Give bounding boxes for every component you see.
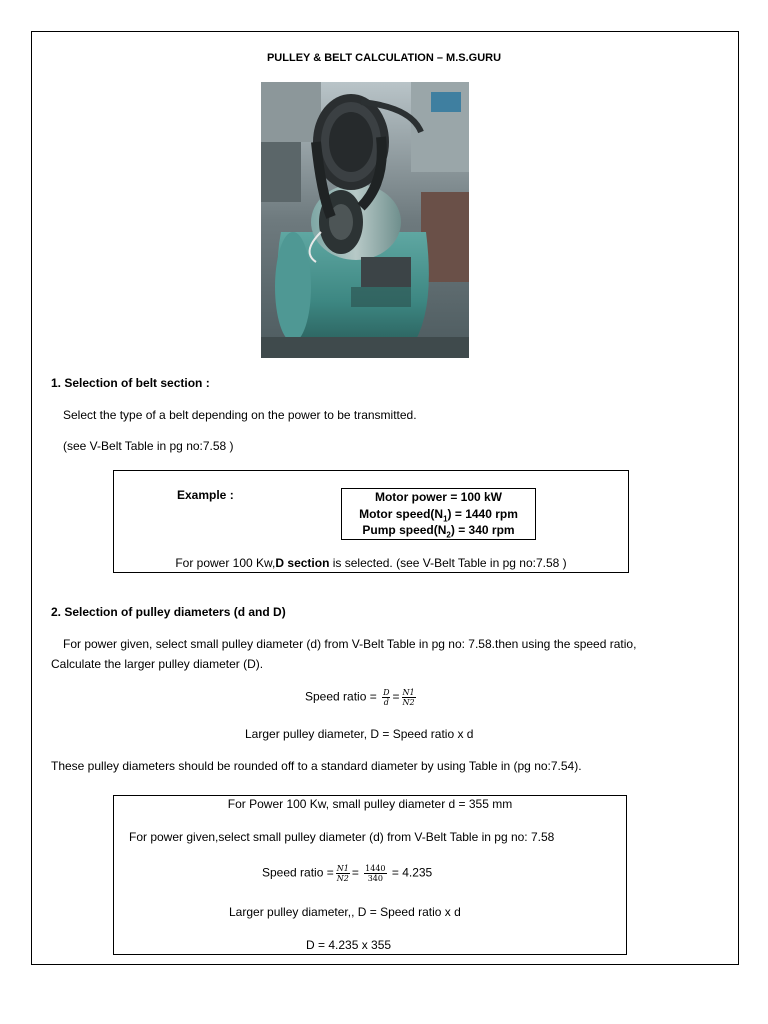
pump-speed-suffix: ) = 340 rpm xyxy=(450,523,515,537)
section2-line1: For power given, select small pulley diameter (d) from V-Belt Table in pg no: 7.58.then using the speed ratio, xyxy=(63,637,637,651)
pump-speed-sub: 2 xyxy=(446,530,451,540)
motor-speed xyxy=(341,507,536,523)
rounding-note: These pulley diameters should be rounded off to a standard diameter by using Table in (pg no:7.54). xyxy=(51,759,582,773)
motor-power: Motor power = 100 kW xyxy=(374,490,503,504)
fraction-1440-over-340 xyxy=(364,864,386,883)
example-result xyxy=(113,556,629,570)
speed-ratio-label: Speed ratio = xyxy=(305,689,381,704)
fraction-N1-over-N2 xyxy=(402,688,416,707)
fraction-denominator: 340 xyxy=(367,874,383,883)
section1-line1: Select the type of a belt depending on the power to be transmitted. xyxy=(63,408,417,422)
pulley-belt-machine-photo xyxy=(261,82,469,358)
section1-heading: 1. Selection of belt section : xyxy=(51,376,210,390)
page-title: PULLEY & BELT CALCULATION – M.S.GURU xyxy=(266,52,502,64)
calc-speed-ratio: Speed ratio = $\frac{N1}{N2}$ = $\frac{1440}{340}$ = 4.235 xyxy=(262,864,433,883)
section2-line2: Calculate the larger pulley diameter (D). xyxy=(51,657,264,671)
calc-speed-ratio-label: Speed ratio = xyxy=(262,865,334,880)
fraction-numerator: 1440 xyxy=(365,864,386,873)
motor-speed-suffix: ) = 1440 rpm xyxy=(447,507,518,521)
calc-larger-diameter: Larger pulley diameter,, D = Speed ratio x d xyxy=(229,905,461,919)
fraction-denominator: d xyxy=(383,698,389,707)
calc-line2-suffix: select small pulley diameter (d) from V-Belt Table in pg no: 7.58 xyxy=(218,830,555,844)
example-label: Example : xyxy=(177,488,234,502)
fraction-denominator: N2 xyxy=(336,874,349,883)
speed-ratio-formula: Speed ratio = $\frac{D}{d}$ = $\frac{N1}{N2}$ xyxy=(305,688,415,707)
section2-heading: 2. Selection of pulley diameters (d and D) xyxy=(51,605,286,619)
pump-speed xyxy=(341,523,536,539)
motor-speed-sub: 1 xyxy=(443,514,448,524)
fraction-numerator: N1 xyxy=(402,688,415,697)
example-result-prefix: For power 100 Kw, xyxy=(175,556,276,570)
motor-speed-prefix: Motor speed(N xyxy=(359,507,444,521)
example-result-suffix: is selected. (see V-Belt Table in pg no:7.58 ) xyxy=(329,556,567,570)
calc-line1: For Power 100 Kw, small pulley diameter d = 355 mm xyxy=(227,797,513,811)
calc-speed-ratio-result: = 4.235 xyxy=(391,865,433,880)
fraction-numerator: D xyxy=(383,688,390,697)
calc-line2-prefix: For power given, xyxy=(129,830,219,844)
calc-line2 xyxy=(129,830,554,844)
example-result-bold: D section xyxy=(275,556,330,570)
fraction-D-over-d xyxy=(382,688,390,707)
fraction-numerator: N1 xyxy=(336,864,349,873)
larger-diameter-formula: Larger pulley diameter, D = Speed ratio x d xyxy=(245,727,474,741)
fraction-N1-over-N2 xyxy=(336,864,350,883)
calc-final: D = 4.235 x 355 xyxy=(306,938,392,952)
fraction-denominator: N2 xyxy=(402,698,415,707)
section1-line2: (see V-Belt Table in pg no:7.58 ) xyxy=(63,439,234,453)
pump-speed-prefix: Pump speed(N xyxy=(362,523,447,537)
